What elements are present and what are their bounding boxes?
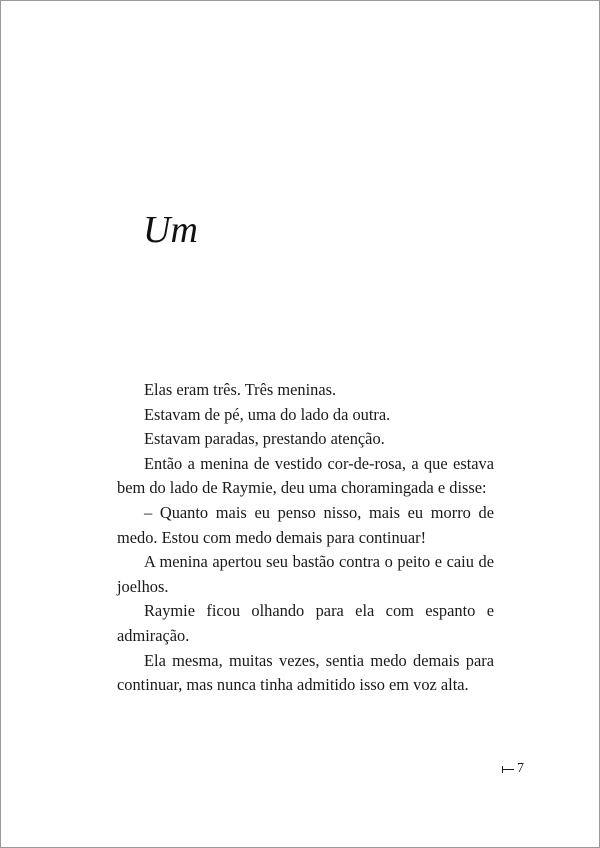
paragraph: A menina apertou seu bastão contra o peito e caiu de joelhos.: [117, 552, 494, 596]
paragraph: – Quanto mais eu penso nisso, mais eu morro de medo. Estou com medo demais para continuar!: [117, 502, 494, 547]
chapter-title: Um: [143, 209, 198, 251]
page-footer: [502, 759, 524, 779]
paragraph: Ela mesma, muitas vezes, sentia medo demais para continuar, mas nunca tinha admitido isso em voz alta.: [117, 650, 494, 695]
paragraph: Raymie ficou olhando para ela com espanto e admiração.: [117, 601, 494, 645]
paragraph: Estavam paradas, prestando atenção.: [144, 429, 385, 449]
body-text: [117, 378, 494, 698]
paragraph: Elas eram três. Três meninas.: [144, 380, 337, 399]
folio-dash-icon: [502, 769, 514, 770]
page-number: 7: [517, 761, 524, 776]
paragraph: Estavam de pé, uma do lado da outra.: [144, 404, 391, 424]
paragraph: Então a menina de vestido cor-de-rosa, a que estava bem do lado de Raymie, deu uma choramingada e disse:: [117, 453, 494, 498]
